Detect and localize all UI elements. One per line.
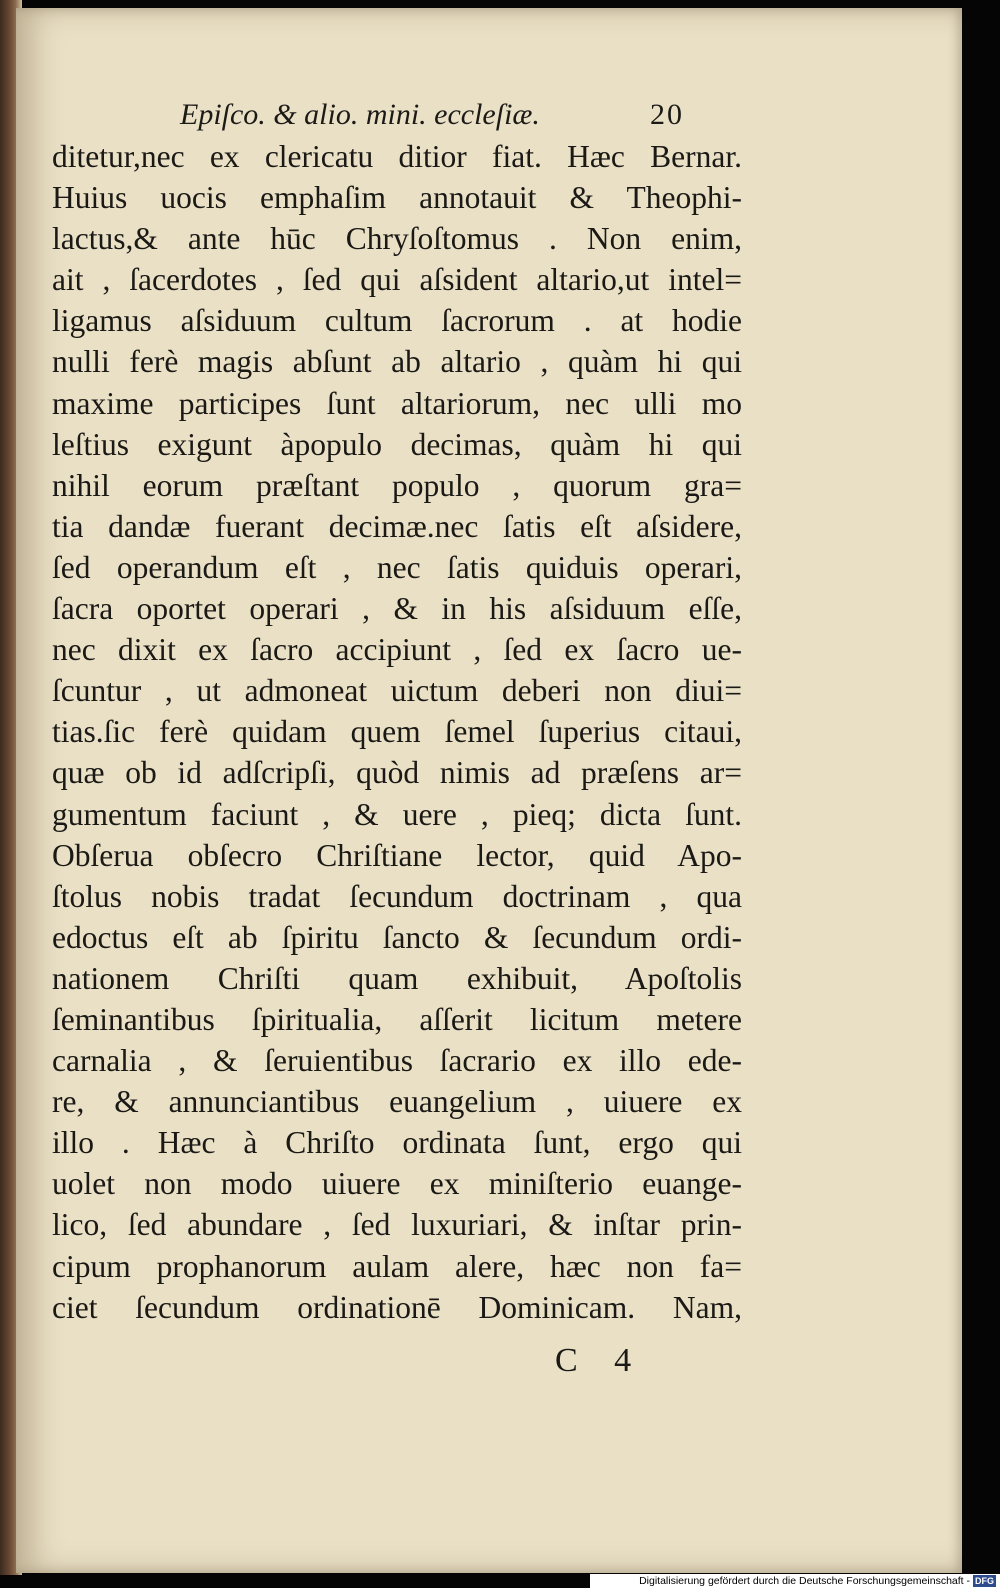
text-line: cipum prophanorum aulam alere, hæc non fa= bbox=[52, 1248, 742, 1284]
running-title: Epiſco. & alio. mini. eccleſiæ. bbox=[180, 98, 540, 131]
text-line: nulli ferè magis abſunt ab altario , quàm hi qui bbox=[52, 344, 742, 380]
text-line: gumentum faciunt , & uere , pieq; dicta ſunt. bbox=[52, 796, 742, 832]
text-line: ſacra oportet operari , & in his aſsiduum eſſe, bbox=[52, 591, 742, 627]
text-line: illo . Hæc à Chriſto ordinata ſunt, ergo qui bbox=[52, 1125, 742, 1161]
text-line: lactus,& ante hūc Chryſoſtomus . Non enim, bbox=[52, 221, 742, 257]
text-line: nationem Chriſti quam exhibuit, Apoſtolis bbox=[52, 960, 742, 996]
text-line: ditetur,nec ex clericatu ditior fiat. Hæc Bernar. bbox=[52, 139, 742, 174]
text-line: Huius uocis emphaſim annotauit & Theophi- bbox=[52, 180, 742, 216]
body-text bbox=[52, 136, 742, 1328]
text-line: carnalia , & ſeruientibus ſacrario ex illo ede- bbox=[52, 1043, 742, 1079]
text-line: ſeminantibus ſpiritualia, aſſerit licitum metere bbox=[52, 1001, 742, 1037]
text-line: tia dandæ fuerant decimæ.nec ſatis eſt aſsidere, bbox=[52, 508, 742, 544]
text-line: nec dixit ex ſacro accipiunt , ſed ex ſacro ue- bbox=[52, 632, 742, 668]
text-line: ait , ſacerdotes , ſed qui aſsident altario,ut intel= bbox=[52, 262, 742, 298]
text-line: tias.ſic ferè quidam quem ſemel ſuperius citaui, bbox=[52, 714, 742, 750]
text-line: Obſerua obſecro Chriſtiane lector, quid Apo- bbox=[52, 837, 742, 873]
text-line: ſtolus nobis tradat ſecundum doctrinam , qua bbox=[52, 878, 742, 914]
text-line: quæ ob id adſcripſi, quòd nimis ad præſens ar= bbox=[52, 755, 742, 791]
credit-text: Digitalisierung gefördert durch die Deutsche Forschungsgemeinschaft - bbox=[639, 1575, 970, 1587]
text-line: uolet non modo uiuere ex miniſterio euange- bbox=[52, 1166, 742, 1202]
text-line: ciet ſecundum ordinationē Dominicam. Nam, bbox=[52, 1289, 742, 1325]
text-line: ſed operandum eſt , nec ſatis quiduis operari, bbox=[52, 549, 742, 585]
running-header bbox=[180, 98, 700, 138]
text-line: maxime participes ſunt altariorum, nec ulli mo bbox=[52, 385, 742, 421]
text-line: ſcuntur , ut admoneat uictum deberi non diui= bbox=[52, 673, 742, 709]
text-line: re, & annunciantibus euangelium , uiuere ex bbox=[52, 1084, 742, 1120]
text-line: lico, ſed abundare , ſed luxuriari, & inſtar prin- bbox=[52, 1207, 742, 1243]
text-line: leſtius exigunt àpopulo decimas, quàm hi qui bbox=[52, 426, 742, 462]
text-line: edoctus eſt ab ſpiritu ſancto & ſecundum ordi- bbox=[52, 919, 742, 955]
signature-mark: C 4 bbox=[555, 1342, 646, 1379]
text-line: nihil eorum præſtant populo , quorum gra= bbox=[52, 467, 742, 503]
digitization-credit-footer bbox=[590, 1574, 1000, 1588]
text-line: ligamus aſsiduum cultum ſacrorum . at hodie bbox=[52, 303, 742, 339]
folio-number: 20 bbox=[650, 98, 684, 131]
dfg-logo-icon: DFG bbox=[975, 1576, 994, 1587]
